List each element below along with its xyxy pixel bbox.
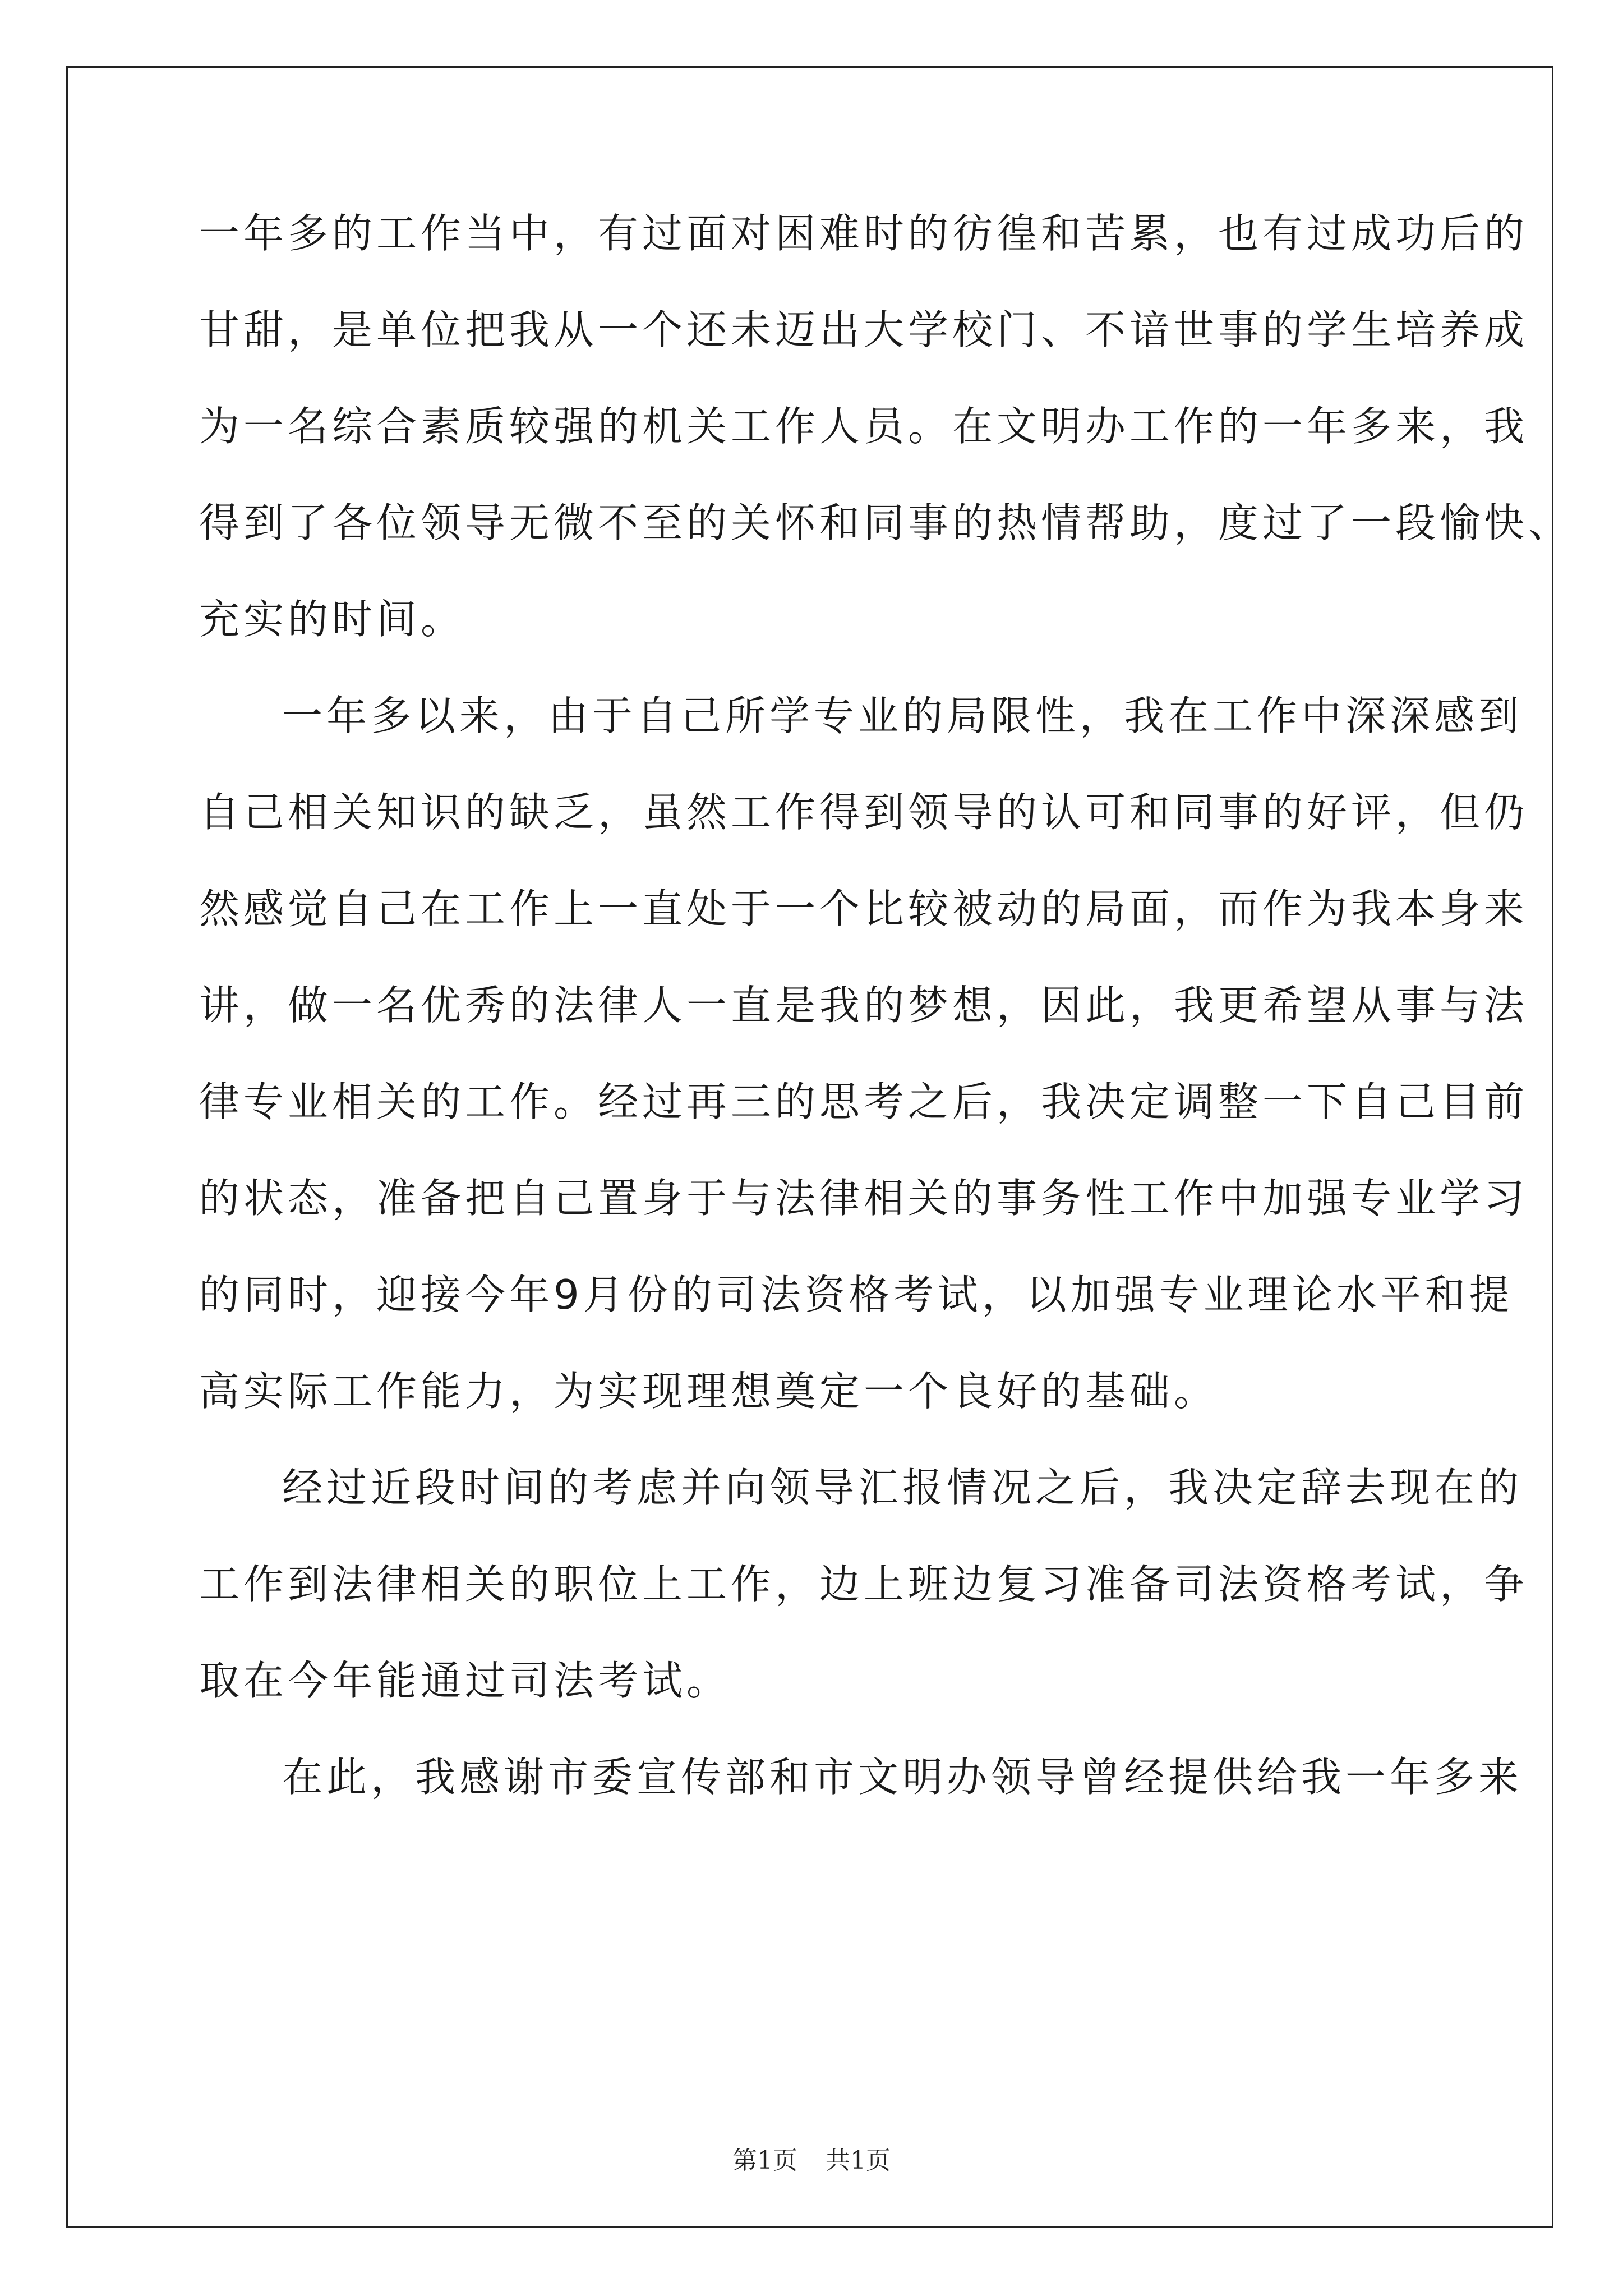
- document-body: [199, 185, 1573, 1825]
- text-line: 工作到法律相关的职位上工作，边上班边复习准备司法资格考试，争: [199, 1561, 1529, 1608]
- text-line: 甘甜，是单位把我从一个还未迈出大学校门、不谙世事的学生培养成: [199, 306, 1529, 353]
- text-line: 的同时，迎接今年9月份的司法资格考试，以加强专业理论水平和提: [199, 1271, 1514, 1318]
- text-line: 自己相关知识的缺乏，虽然工作得到领导的认可和同事的好评，但仍: [199, 789, 1529, 836]
- text-line: 一年多以来，由于自己所学专业的局限性，我在工作中深深感到: [282, 692, 1523, 739]
- text-line: 得到了各位领导无微不至的关怀和同事的热情帮助，度过了一段愉快、: [199, 499, 1573, 546]
- paragraph-3: [199, 1439, 1529, 1729]
- text-line: 一年多的工作当中，有过面对困难时的彷徨和苦累，也有过成功后的: [199, 210, 1529, 257]
- page-total: 共1页: [826, 2146, 891, 2175]
- text-line: 高实际工作能力，为实现理想奠定一个良好的基础。: [199, 1368, 1219, 1415]
- paragraph-4: [199, 1729, 1523, 1825]
- text-line: 讲，做一名优秀的法律人一直是我的梦想，因此，我更希望从事与法: [199, 982, 1529, 1029]
- page-number: 第1页: [732, 2146, 797, 2175]
- text-line: 充实的时间。: [199, 596, 465, 643]
- text-line: 在此，我感谢市委宣传部和市文明办领导曾经提供给我一年多来: [282, 1754, 1523, 1801]
- text-line: 的状态，准备把自己置身于与法律相关的事务性工作中加强专业学习: [199, 1175, 1529, 1222]
- text-line: 为一名综合素质较强的机关工作人员。在文明办工作的一年多来，我: [199, 403, 1529, 450]
- text-line: 取在今年能通过司法考试。: [199, 1657, 731, 1704]
- page-footer: [0, 2140, 1623, 2176]
- text-line: 律专业相关的工作。经过再三的思考之后，我决定调整一下自己目前: [199, 1078, 1529, 1125]
- paragraph-1: [199, 185, 1573, 668]
- text-line: 然感觉自己在工作上一直处于一个比较被动的局面，而作为我本身来: [199, 885, 1529, 932]
- paragraph-2: [199, 668, 1529, 1439]
- text-line: 经过近段时间的考虑并向领导汇报情况之后，我决定辞去现在的: [282, 1464, 1523, 1511]
